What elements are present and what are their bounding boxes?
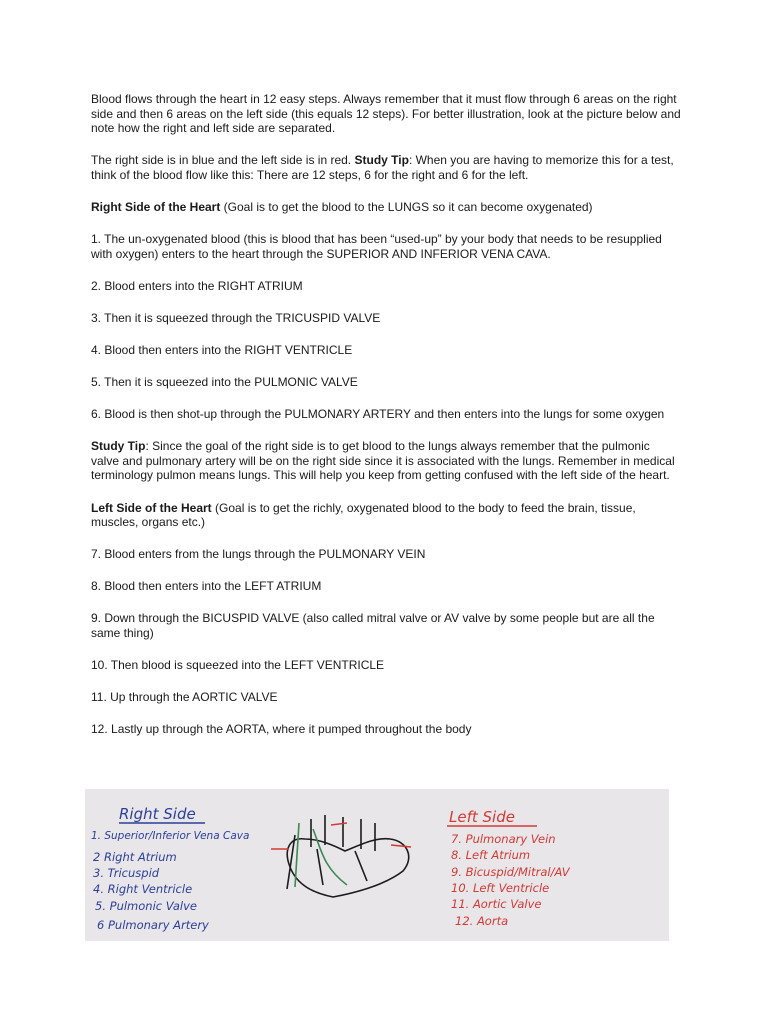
red-arrow-3 bbox=[331, 823, 347, 825]
step-6: 6. Blood is then shot-up through the PULMONARY ARTERY and then enters into the lungs for some oxygen bbox=[91, 407, 665, 422]
step-2: 2. Blood enters into the RIGHT ATRIUM bbox=[91, 278, 303, 293]
right-study-tip-text: : Since the goal of the right side is to get blood to the lungs always remember that the pulmonic valve and pulmonary artery will be on the right side since it is associated with the lungs. Remember in medical terminology pulmon means lungs. This will help you keep from getting confused with the left side of the heart. bbox=[91, 439, 675, 483]
right-item-3: 3. Tricuspid bbox=[93, 866, 160, 880]
step-11: 11. Up through the AORTIC VALVE bbox=[91, 690, 278, 705]
study-tip-label: Study Tip bbox=[354, 153, 409, 168]
right-item-6: 6 Pulmonary Artery bbox=[97, 918, 209, 932]
step-7: 7. Blood enters from the lungs through the PULMONARY VEIN bbox=[91, 547, 426, 562]
right-item-4: 4. Right Ventricle bbox=[93, 882, 193, 896]
left-item-7: 7. Pulmonary Vein bbox=[451, 832, 556, 846]
right-side-heading: Right Side of the Heart bbox=[91, 199, 221, 214]
left-item-10: 10. Left Ventricle bbox=[451, 881, 550, 895]
right-item-2: 2 Right Atrium bbox=[93, 850, 177, 864]
heart-diagram bbox=[287, 815, 409, 897]
right-study-tip-label: Study Tip bbox=[91, 439, 146, 454]
left-item-11: 11. Aortic Valve bbox=[451, 897, 542, 911]
right-side-heading-paragraph bbox=[91, 200, 681, 215]
left-side-heading: Left Side of the Heart bbox=[91, 500, 212, 515]
left-item-8: 8. Left Atrium bbox=[451, 848, 531, 862]
step-12: 12. Lastly up through the AORTA, where it pumped throughout the body bbox=[91, 722, 472, 737]
right-item-5: 5. Pulmonic Valve bbox=[95, 899, 198, 913]
intro-paragraph: Blood flows through the heart in 12 easy steps. Always remember that it must flow through 6 areas on the right side and then 6 areas on the left side (this equals 12 steps). For better illustration, look at the picture below and note how the right and left side are separated. bbox=[91, 92, 681, 136]
step-1: 1. The un-oxygenated blood (this is blood that has been “used-up” by your body that needs to be resupplied with oxygen) enters to the heart through the SUPERIOR AND INFERIOR VENA CAVA. bbox=[91, 232, 662, 261]
right-item-1: 1. Superior/Inferior Vena Cava bbox=[91, 830, 250, 842]
study-tip-text: : When you are having to memorize this for a test, think of the blood flow like this: There are 12 steps, 6 for the right and 6 for the left. bbox=[91, 153, 674, 182]
vein-line-1 bbox=[295, 823, 299, 887]
whiteboard-drawing bbox=[85, 789, 669, 941]
left-side-heading-paragraph bbox=[91, 501, 681, 530]
red-arrows bbox=[271, 823, 411, 849]
whiteboard-photo bbox=[85, 789, 669, 941]
step-10: 10. Then blood is squeezed into the LEFT VENTRICLE bbox=[91, 658, 385, 673]
step-5: 5. Then it is squeezed into the PULMONIC VALVE bbox=[91, 375, 358, 390]
left-side-goal: (Goal is to get the richly, oxygenated blood to the body to feed the brain, tissue, muscles, organs etc.) bbox=[91, 500, 636, 530]
right-side-title: Right Side bbox=[119, 805, 196, 823]
color-note-paragraph bbox=[91, 153, 681, 182]
right-side-list bbox=[91, 805, 249, 932]
document-body bbox=[91, 92, 681, 737]
color-note-text: The right side is in blue and the left side is in red. bbox=[91, 153, 355, 168]
step-3: 3. Then it is squeezed through the TRICUSPID VALVE bbox=[91, 310, 381, 325]
left-side-list bbox=[447, 808, 571, 928]
great-vessels bbox=[311, 815, 375, 851]
right-study-tip-paragraph bbox=[91, 439, 681, 483]
step-8: 8. Blood then enters into the LEFT ATRIUM bbox=[91, 579, 322, 594]
left-side-title: Left Side bbox=[449, 808, 515, 826]
step-4: 4. Blood then enters into the RIGHT VENTRICLE bbox=[91, 342, 353, 357]
red-arrow-2 bbox=[391, 845, 411, 847]
right-side-goal: (Goal is to get the blood to the LUNGS so it can become oxygenated) bbox=[220, 199, 593, 214]
step-9: 9. Down through the BICUSPID VALVE (also called mitral valve or AV valve by some people but are all the same thing) bbox=[91, 611, 655, 640]
heart-outline bbox=[287, 839, 408, 897]
left-item-12: 12. Aorta bbox=[455, 914, 509, 928]
left-item-9: 9. Bicuspid/Mitral/AV bbox=[451, 865, 570, 879]
